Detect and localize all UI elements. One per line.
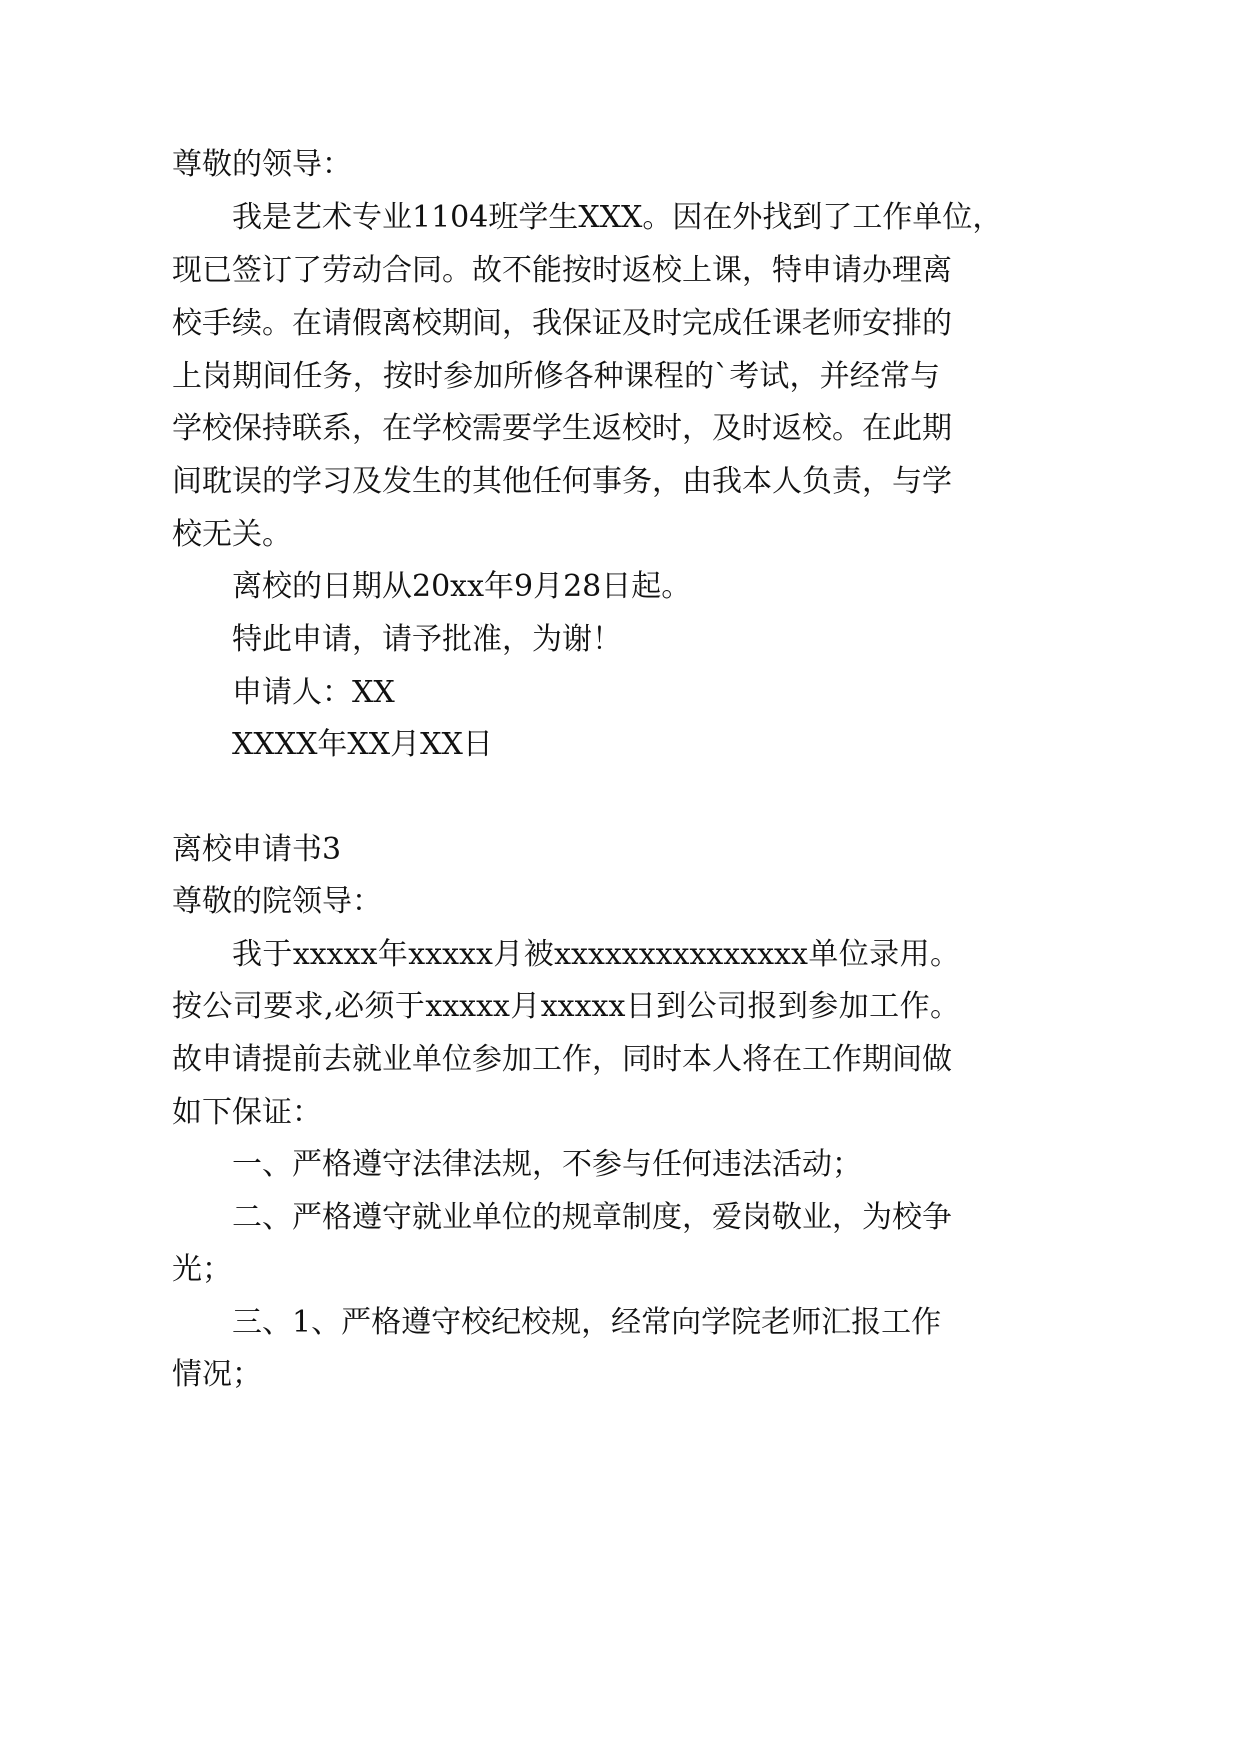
body-line: 校手续。在请假离校期间，我保证及时完成任课老师安排的 — [172, 306, 952, 341]
body-line: 现已签订了劳动合同。故不能按时返校上课，特申请办理离 — [172, 253, 952, 288]
pledge-item: 一、严格遵守法律法规，不参与任何违法活动； — [232, 1147, 862, 1182]
pledge-item: 光； — [172, 1252, 232, 1287]
body-line: 上岗期间任务，按时参加所修各种课程的`考试，并经常与 — [172, 359, 940, 394]
body-line: 按公司要求,必须于xxxxx月xxxxx日到公司报到参加工作。 — [172, 989, 960, 1024]
closing-line: 特此申请，请予批准，为谢！ — [232, 622, 622, 657]
pledge-item: 情况； — [172, 1357, 262, 1392]
body-line: 我是艺术专业1104班学生XXX。因在外找到了工作单位， — [232, 200, 1003, 235]
body-line: 校无关。 — [172, 517, 292, 552]
applicant-line: 申请人：XX — [232, 675, 395, 710]
salutation: 尊敬的院领导： — [172, 884, 382, 919]
body-line: 间耽误的学习及发生的其他任何事务，由我本人负责，与学 — [172, 464, 952, 499]
body-line: 故申请提前去就业单位参加工作，同时本人将在工作期间做 — [172, 1042, 952, 1077]
section-title: 离校申请书3 — [172, 832, 342, 867]
body-line: 学校保持联系，在学校需要学生返校时，及时返校。在此期 — [172, 411, 952, 446]
pledge-item: 三、1、严格遵守校纪校规，经常向学院老师汇报工作 — [232, 1305, 942, 1340]
salutation: 尊敬的领导： — [172, 147, 352, 182]
body-line: 我于xxxxx年xxxxx月被xxxxxxxxxxxxxxx单位录用。 — [232, 937, 960, 972]
pledge-item: 二、严格遵守就业单位的规章制度，爱岗敬业，为校争 — [232, 1200, 952, 1235]
sign-date-line: XXXX年XX月XX日 — [232, 727, 493, 762]
body-line: 如下保证： — [172, 1095, 322, 1130]
leave-date-line: 离校的日期从20xx年9月28日起。 — [232, 569, 692, 604]
